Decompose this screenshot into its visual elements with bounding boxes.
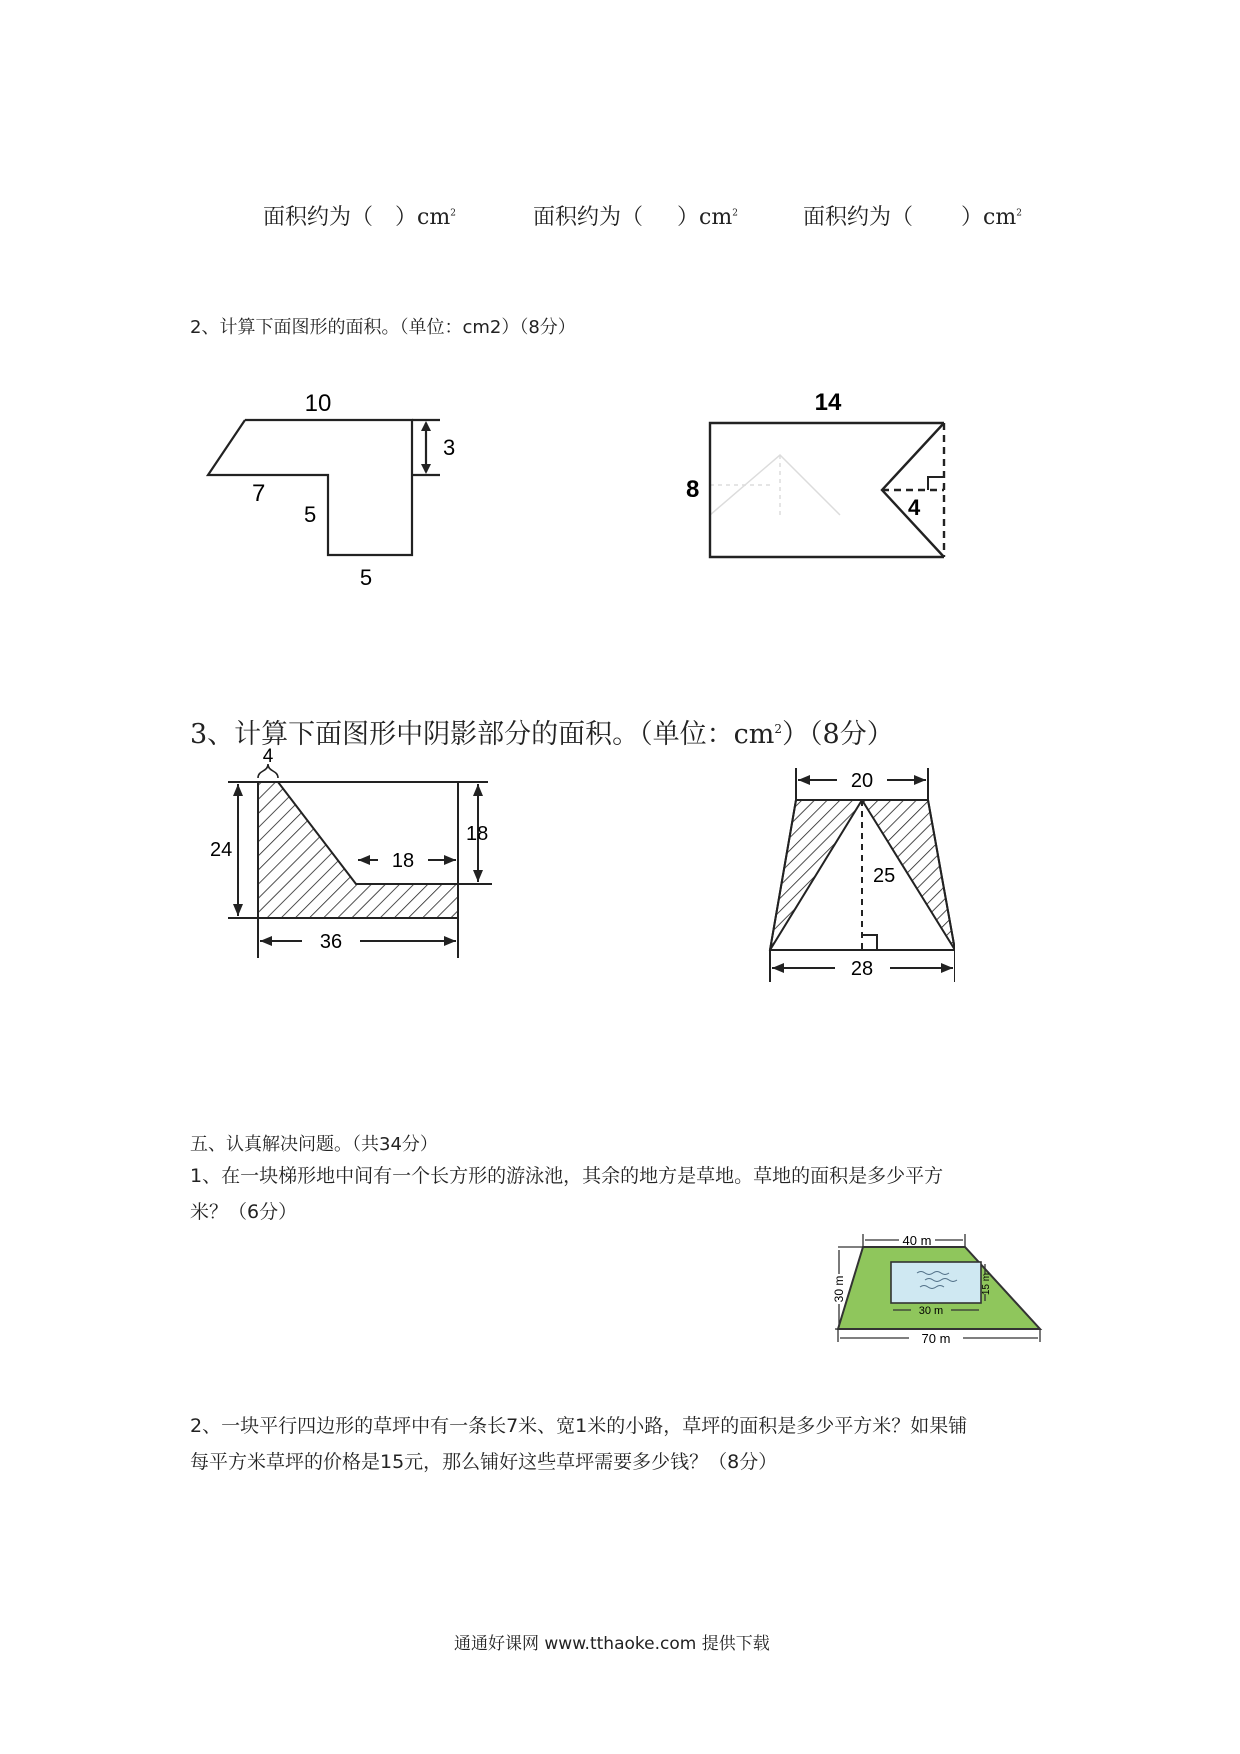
- fig5-left-label: 30 m: [832, 1275, 846, 1303]
- fig5-bottom-label: 70 m: [921, 1331, 951, 1346]
- fig5-pool-width-label: 30 m: [918, 1305, 944, 1317]
- fig2-top-label: 14: [814, 389, 842, 416]
- area-label-2: 面积约为（ ）$cm^2$: [533, 205, 738, 230]
- fig3-bottom-label: 36: [319, 931, 343, 953]
- fig4-height-label: 25: [873, 865, 896, 887]
- shaded-channel-figure: [210, 748, 510, 963]
- fig1-inner-label: 5: [304, 502, 317, 527]
- fig5-pool-height-label: 15 m: [981, 1272, 992, 1296]
- fig3-inner-label: 18: [391, 850, 415, 872]
- problem-1-text: 1、在一块梯形地中间有一个长方形的游泳池，其余的地方是草地。草地的面积是多少平方 米？（6分）: [190, 1165, 944, 1223]
- fig1-bottom-label: 5: [359, 565, 373, 590]
- section-5-title: 五、认真解决问题。（共34分）: [190, 1134, 438, 1155]
- fig3-left-label: 24: [210, 839, 233, 861]
- fig2-notch-label: 4: [908, 495, 921, 520]
- composite-shape-figure: [190, 385, 470, 595]
- fig1-right-label: 3: [443, 435, 456, 460]
- fig1-left-label: 7: [252, 480, 266, 507]
- pool-field-figure: [825, 1228, 1060, 1348]
- fig4-bottom-label: 28: [850, 958, 874, 980]
- question-2-title: 2、计算下面图形的面积。（单位：cm2）（8分）: [190, 317, 576, 338]
- fig4-top-label: 20: [850, 770, 874, 792]
- fig1-top-label: 10: [304, 390, 332, 417]
- fig2-left-label: 8: [686, 476, 700, 503]
- problem-2-text: 2、一块平行四边形的草坪中有一条长7米、宽1米的小路，草坪的面积是多少平方米？如果铺 每平方米草坪的价格是15元，那么铺好这些草坪需要多少钱？（8分）: [190, 1415, 968, 1473]
- question-3-title: 3、计算下面图形中阴影部分的面积。（单位：$cm^2)(8$分）: [190, 719, 894, 750]
- fig3-right-label: 18: [466, 823, 489, 845]
- area-label-1: 面积约为（ ）$cm^2$: [263, 205, 456, 230]
- fig3-top-label: 4: [262, 748, 274, 767]
- footer-text: 通通好课网 www.tthaoke.com 提供下载: [454, 1634, 770, 1654]
- fig5-top-label: 40 m: [902, 1233, 932, 1248]
- rectangle-notch-figure: [680, 385, 970, 565]
- area-label-3: 面积约为（ ）$cm^2$: [803, 205, 1022, 230]
- shaded-trapezoid-figure: [765, 760, 955, 985]
